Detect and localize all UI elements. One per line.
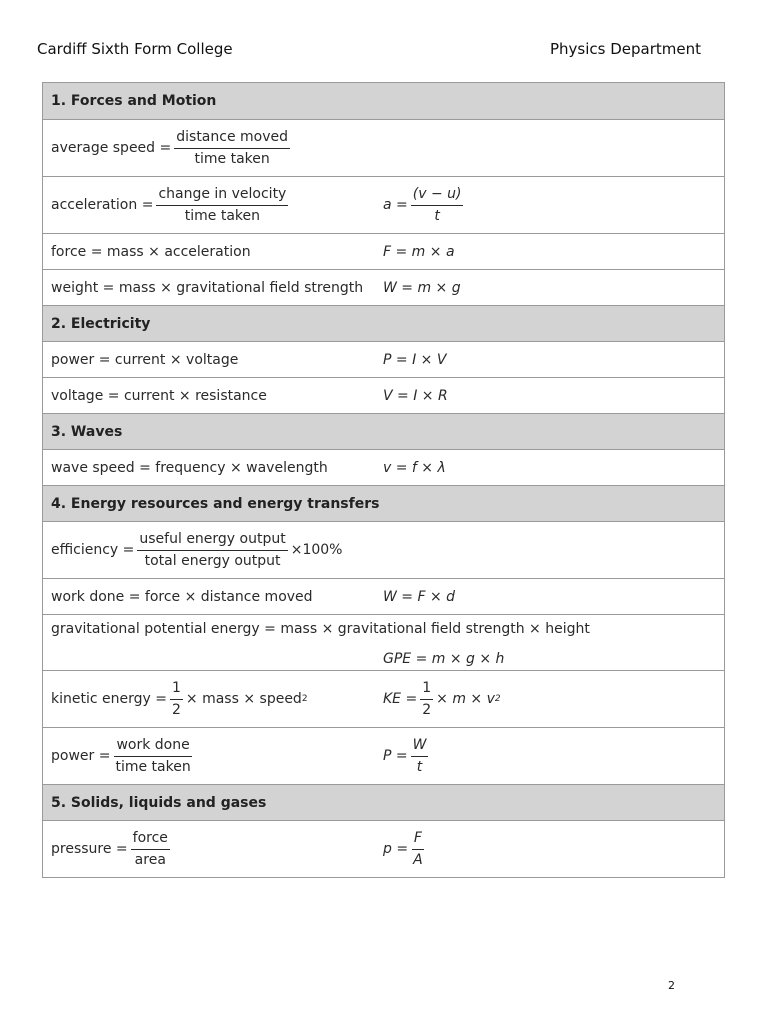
fraction: $\frac{\text{distance moved}}{\text{time taken}}$ bbox=[176, 129, 289, 167]
word-equation: wave speed = frequency × wavelength bbox=[51, 459, 328, 476]
department-name: Physics Department bbox=[549, 40, 701, 58]
fraction: $\frac{\text{useful energy output}}{\text{total energy output}}$ bbox=[139, 531, 286, 569]
equation-row-work-done bbox=[43, 578, 724, 614]
section-heading-electricity: 2. Electricity bbox=[43, 305, 724, 341]
fraction: $\frac{\text{force}}{\text{area}}$ bbox=[132, 830, 168, 868]
word-equation: efficiency = $\frac{\text{useful energy output}}{\text{total energy output}}$ ×100% bbox=[51, 531, 343, 569]
word-equation: kinetic energy = $\frac{1}{2}$ × mass × speed 2 bbox=[51, 680, 308, 718]
symbol-equation: p = $\frac{F}{A}$ bbox=[383, 830, 423, 868]
symbol-equation: P = $\frac{W}{t}$ bbox=[383, 737, 427, 775]
word-equation: power = $\frac{\text{work done}}{\text{time taken}}$ bbox=[51, 737, 191, 775]
word-equation: gravitational potential energy = mass × gravitational field strength × height bbox=[51, 621, 590, 637]
symbol-equation: W = F × d bbox=[383, 588, 456, 605]
symbol-equation: GPE = m × g × h bbox=[383, 651, 505, 667]
equation-row-weight bbox=[43, 269, 724, 305]
equation-row-force bbox=[43, 233, 724, 269]
equation-sheet bbox=[42, 82, 725, 878]
section-heading-energy: 4. Energy resources and energy transfers bbox=[43, 485, 724, 521]
equation-row-acceleration bbox=[43, 176, 724, 233]
equation-row-average-speed bbox=[43, 119, 724, 176]
word-equation: weight = mass × gravitational field strength bbox=[51, 279, 364, 296]
equation-row-mechanical-power bbox=[43, 727, 724, 784]
equation-row-gpe bbox=[43, 614, 724, 670]
word-equation: voltage = current × resistance bbox=[51, 387, 267, 404]
college-name: Cardiff Sixth Form College bbox=[37, 40, 233, 58]
equation-row-pressure bbox=[43, 820, 724, 877]
symbol-equation: KE = $\frac{1}{2}$ × m × v 2 bbox=[383, 680, 501, 718]
word-equation: work done = force × distance moved bbox=[51, 588, 313, 605]
equation-row-wave-speed bbox=[43, 449, 724, 485]
equation-row-kinetic-energy bbox=[43, 670, 724, 727]
section-heading-forces: 1. Forces and Motion bbox=[43, 83, 724, 119]
symbol-equation: P = I × V bbox=[383, 351, 447, 368]
word-equation: average speed = $\frac{\text{distance moved}}{\text{time taken}}$ bbox=[51, 129, 289, 167]
section-heading-waves: 3. Waves bbox=[43, 413, 724, 449]
equation-row-efficiency bbox=[43, 521, 724, 578]
word-equation: power = current × voltage bbox=[51, 351, 239, 368]
word-equation: force = mass × acceleration bbox=[51, 243, 251, 260]
symbol-equation: a = $\frac{(v - u)}{t}$ bbox=[383, 186, 462, 224]
word-equation: acceleration = $\frac{\text{change in velocity}}{\text{time taken}}$ bbox=[51, 186, 287, 224]
fraction: $\frac{\text{change in velocity}}{\text{time taken}}$ bbox=[158, 186, 287, 224]
equation-row-voltage bbox=[43, 377, 724, 413]
page-number: 2 bbox=[668, 979, 675, 992]
symbol-equation: v = f × λ bbox=[383, 459, 446, 476]
word-equation: pressure = $\frac{\text{force}}{\text{area}}$ bbox=[51, 830, 168, 868]
fraction: $\frac{(v - u)}{t}$ bbox=[412, 186, 462, 224]
symbol-equation: V = I × R bbox=[383, 387, 448, 404]
fraction: $\frac{F}{A}$ bbox=[413, 830, 423, 868]
symbol-equation: W = m × g bbox=[383, 279, 461, 296]
fraction: $\frac{1}{2}$ bbox=[422, 680, 432, 718]
symbol-equation: F = m × a bbox=[383, 243, 455, 260]
equation-row-electrical-power bbox=[43, 341, 724, 377]
fraction: $\frac{W}{t}$ bbox=[412, 737, 427, 775]
fraction: $\frac{\text{work done}}{\text{time taken}}$ bbox=[115, 737, 191, 775]
fraction: $\frac{1}{2}$ bbox=[171, 680, 181, 718]
section-heading-solids-liquids-gases: 5. Solids, liquids and gases bbox=[43, 784, 724, 820]
